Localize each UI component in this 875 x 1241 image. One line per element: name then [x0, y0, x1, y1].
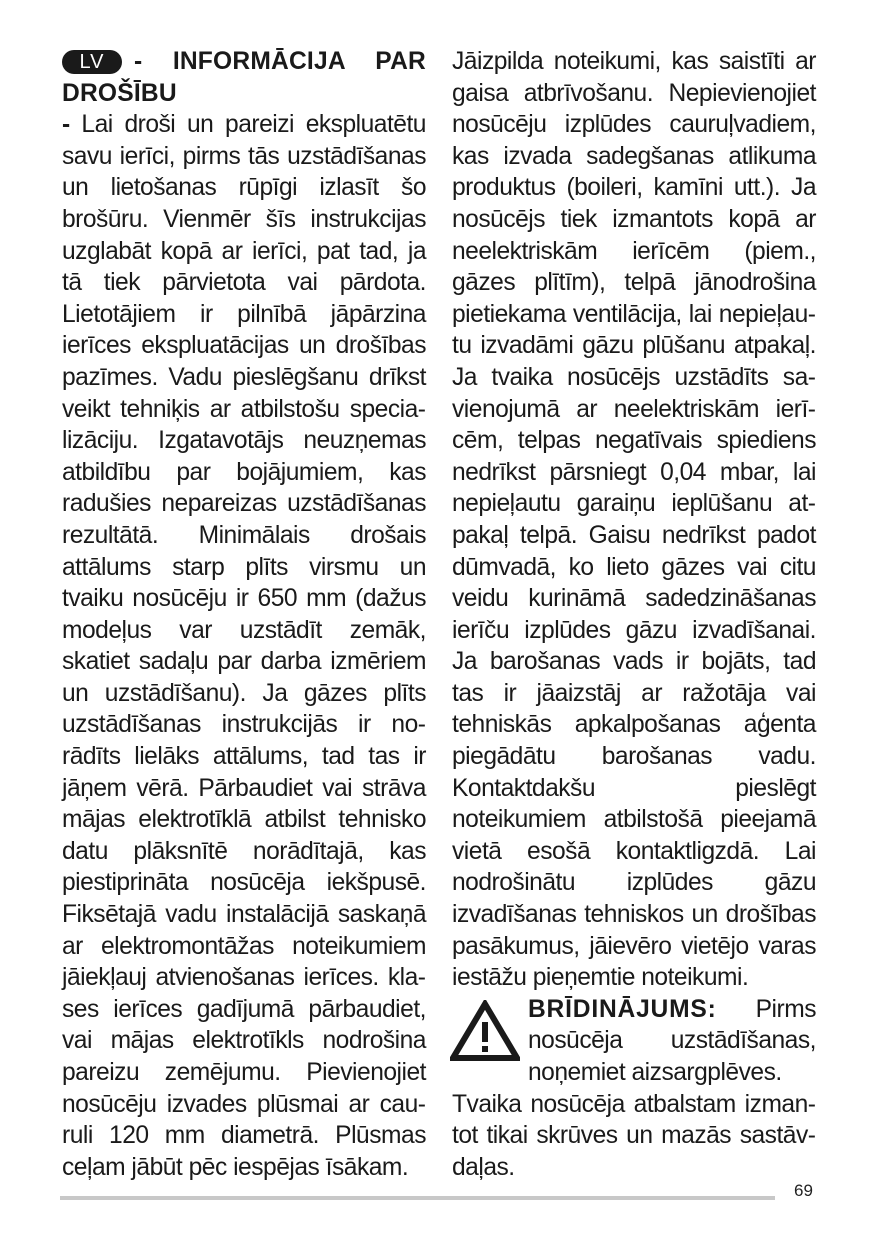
paragraph-dash: - [62, 111, 70, 139]
warning-body: Pirms nosūcēja uzstādīšanas, noņemiet aizsargplēves. [528, 995, 816, 1086]
heading-title: INFORMĀCIJA PAR DROŠĪBU [62, 48, 426, 107]
left-column [62, 46, 426, 1183]
warning-triangle-icon [450, 1000, 520, 1062]
heading-dash: - [134, 48, 143, 75]
warning-title: BRĪDINĀJUMS: [528, 995, 717, 1023]
warning-text [528, 994, 816, 1089]
right-paragraph: Jāizpilda noteikumi, kas saistīti ar gaisa atbrīvošanu. Nepievienojiet nosūcēju izplūdes cauruļvadiem, kas izvada sadegšanas atlikuma produktus (boileri, kamīni utt.). Ja nosūcējs tiek izmantots kopā ar neelektriskām ierīcēm (piem., gāzes plītīm), telpā jānodrošina pietiekama ventilācija, lai nepieļautu izvadāmi gāzu plūšanu atpakaļ. Ja tvaika nosūcējs uzstādīts savienojumā ar neelektriskām ierīcēm, telpas negatīvais spiediens nedrīkst pārsniegt 0,04 mbar, lai nepieļautu garaiņu ieplūšanu atpakaļ telpā. Gaisu nedrīkst padot dūmvadā, ko lieto gāzes vai citu veidu kurināmā sadedzināšanas ierīču izplūdes gāzu izvadīšanai. Ja barošanas vads ir bojāts, tad tas ir jāaizstāj ar ražotāja vai tehniskās apkalpošanas aģenta piegādātu barošanas vadu. Kontaktdakšu pieslēgt noteikumiem atbilstošā pieejamā vietā esošā kontaktligzdā. Lai nodrošinātu izplūdes gāzu izvadīšanas tehniskos un drošības pasākumus, jāievēro vietējo varas iestāžu pieņemtie noteikumi. [452, 48, 816, 992]
left-paragraph-text: Lai droši un pareizi ekspluatētu savu ierīci, pirms tās uzstādīšanas un lietošanas rūpīgi izlasīt šo brošūru. Vienmēr šīs instrukcijas uzglabāt kopā ar ierīci, pat tad, ja tā tiek pārvietota vai pārdota. Lietotājiem ir pilnībā jāpārzina ierīces ekspluatācijas un drošības pazīmes. Vadu pieslēgšanu drīkst veikt tehniķis ar atbilstošu specializāciju. Izgatavotājs neuzņemas atbildību par bojājumiem, kas radušies nepareizas uzstādīšanas rezultātā. Minimālais drošais attālums starp plīts virsmu un tvaiku nosūcēju ir 650 mm (dažus modeļus var uzstādīt zemāk, skatiet sadaļu par darba izmēriem un uzstādīšanu). Ja gāzes plīts uzstādīšanas instrukcijās ir norādīts lielāks attālums, tad tas ir jāņem vērā. Pārbaudiet vai strāva mājas elektrotīklā atbilst tehnisko datu plāksnītē norādītajā, kas piestiprināta nosūcēja iekšpusē. Fiksētajā vadu instalācijā saskaņā ar elektromontāžas noteikumiem jāiekļauj atvienošanas ierīces. klases ierīces gadījumā pārbaudiet, vai mājas elektrotīkls nodrošina pareizu zemējumu. Pievienojiet nosūcēju izvades plūsmai ar cauruli 120 mm diametrā. Plūsmas ceļam jābūt pēc iespējas īsākam. [62, 111, 426, 1181]
after-warning-paragraph: Tvaika nosūcēja atbalstam izmantot tikai skrūves un mazās sastāvdaļas. [452, 1090, 816, 1181]
section-heading [62, 46, 426, 109]
left-paragraph [62, 109, 426, 1183]
right-column [452, 46, 816, 1183]
language-badge: LV [62, 50, 122, 74]
footer-divider [60, 1196, 775, 1200]
page-number: 69 [794, 1181, 813, 1200]
warning-block [452, 994, 816, 1089]
